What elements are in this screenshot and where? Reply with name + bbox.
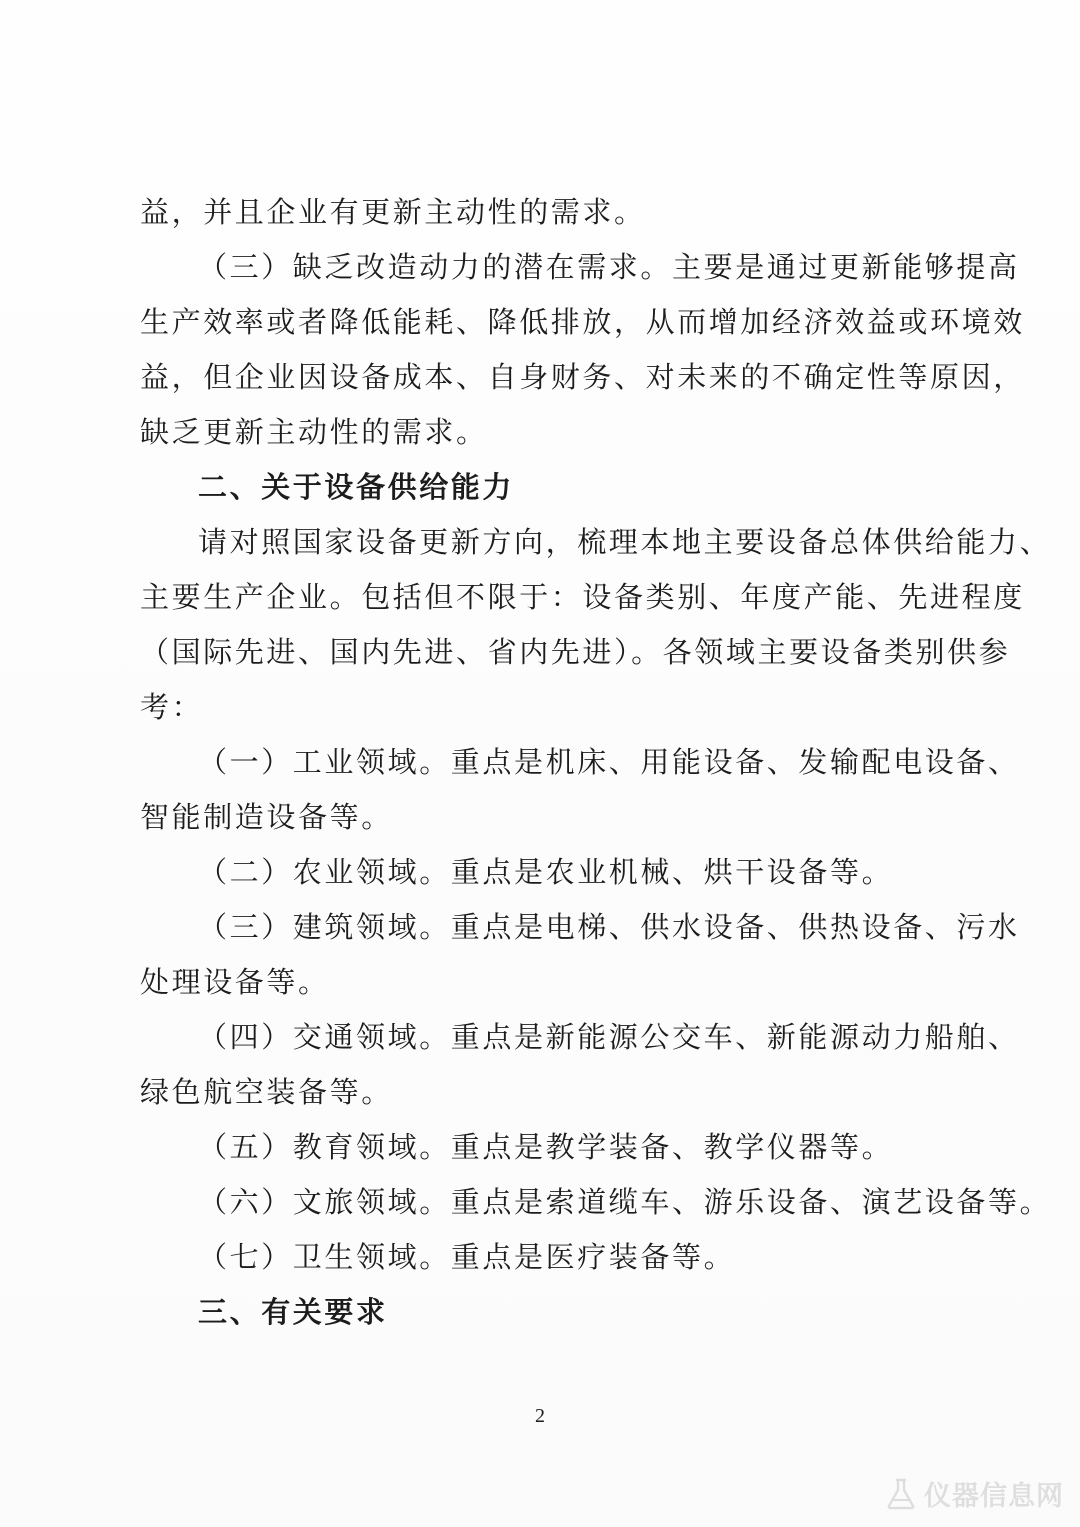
page-number: 2 bbox=[535, 1405, 545, 1427]
paragraph-line: （三）建筑领域。重点是电梯、供水设备、供热设备、污水 bbox=[198, 910, 1020, 944]
paragraph-line: （七）卫生领域。重点是医疗装备等。 bbox=[198, 1240, 736, 1274]
section-heading: 三、有关要求 bbox=[198, 1295, 388, 1329]
document-body bbox=[140, 185, 1052, 1340]
paragraph-line: （四）交通领域。重点是新能源公交车、新能源动力船舶、 bbox=[198, 1020, 1020, 1054]
watermark bbox=[884, 1474, 1064, 1513]
paragraph-line: （六）文旅领域。重点是索道缆车、游乐设备、演艺设备等。 bbox=[198, 1185, 1052, 1219]
watermark-text: 仪器信息网 bbox=[924, 1481, 1064, 1512]
paragraph-line: 考： bbox=[140, 690, 204, 724]
paragraph-line: 主要生产企业。包括但不限于：设备类别、年度产能、先进程度 bbox=[140, 580, 1025, 614]
section-heading: 二、关于设备供给能力 bbox=[198, 470, 515, 504]
paragraph-line: 处理设备等。 bbox=[140, 965, 330, 999]
paragraph-line: 益，但企业因设备成本、自身财务、对未来的不确定性等原因， bbox=[140, 360, 1025, 394]
paragraph-line: 请对照国家设备更新方向，梳理本地主要设备总体供给能力、 bbox=[198, 525, 1052, 559]
paragraph-line: （三）缺乏改造动力的潜在需求。主要是通过更新能够提高 bbox=[198, 250, 1020, 284]
paragraph-line: 生产效率或者降低能耗、降低排放，从而增加经济效益或环境效 bbox=[140, 305, 1025, 339]
paragraph-line: （五）教育领域。重点是教学装备、教学仪器等。 bbox=[198, 1130, 894, 1164]
paragraph-line: （一）工业领域。重点是机床、用能设备、发输配电设备、 bbox=[198, 745, 1020, 779]
paragraph-line: （二）农业领域。重点是农业机械、烘干设备等。 bbox=[198, 855, 894, 889]
flask-logo-icon bbox=[884, 1477, 918, 1511]
paragraph-line: 绿色航空装备等。 bbox=[140, 1075, 393, 1109]
paragraph-line: 智能制造设备等。 bbox=[140, 800, 393, 834]
paragraph-line: 缺乏更新主动性的需求。 bbox=[140, 415, 488, 449]
paragraph-line: （国际先进、国内先进、省内先进）。各领域主要设备类别供参 bbox=[140, 635, 1011, 669]
paragraph-line: 益，并且企业有更新主动性的需求。 bbox=[140, 195, 646, 229]
